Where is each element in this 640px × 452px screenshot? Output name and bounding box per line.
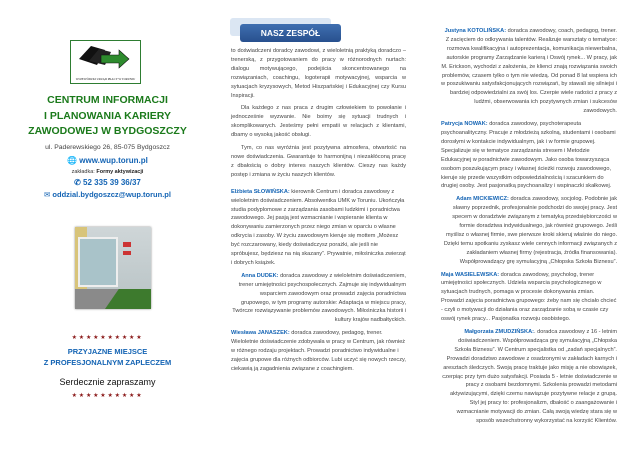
team-member: Małgorzata ZMUDZIŃSKA:. doradca zawodowy z 16 - letnim doświadczeniem. Współprowadząca grę symulacyjną „Chłopska Szkoła Biznesu”. W Centrum specjalistka od „zadań specjalnych”. Prowadzi doradztwo zawodowe z osadzonymi w zakładach karnych i aresztach śledczych. Swoją pracę traktuje jako misję a nie obowiązek, czerpiąc przy tym dużo satysfakcji. Posiada 5 - letnie doświadczenie w pracy z osobami bezdomnymi. Szkolenia prowadzi metodami aktywizującymi, dzięki czemu nawiązuje pozytywne relacje z grupą. Styl jej pracy to: profesjonalizm, dbałość o zaangażowanie i wzmacnianie motywacji do zmian. Całą swoją wiedzę stara się w sposób wszechstronny wykorzystać na korzyść Klientów. — [442, 329, 617, 425]
stars-divider: ★★★★★★★★★★ — [71, 393, 144, 399]
team-member: Anna DUDEK: doradca zawodowy z wieloletnim doświadczeniem, trener umiejętności psychospołecznych. Zajmuje się indywidualnym wsparciem zawodowym oraz prowadzi zajęcia poradnictwa grupowego, w tym programy autorskie: Adaptacja w miejscu pracy, Twórcze rozwiązywanie problemów zawodowych. Miłośniczka historii i kultury krajów nadbałtyckich. — [232, 272, 406, 324]
globe-icon: 🌐 — [67, 156, 78, 165]
title-line: CENTRUM INFORMACJI — [47, 94, 168, 106]
logo-graphic — [71, 41, 139, 71]
phone-icon: ✆ — [74, 178, 81, 187]
phone-row — [0, 178, 215, 187]
building-entrance-photo — [75, 227, 151, 309]
website-link[interactable]: www.wup.torun.pl — [79, 156, 148, 165]
slogan — [0, 346, 215, 368]
intro-paragraph: Tym, co nas wyróżnia jest pozytywna atmosfera, otwartość na nowe doświadczenia. Gwarantuje to harmonijną i niezakłóconą pracę z dbałością o dobry interes naszych klientów. Cieszy nas każdy postęp i zmiana w życiu naszych klientów. — [231, 145, 406, 178]
logo-caption: WOJEWÓDZKI URZĄD PRACY W TORUNIU — [75, 76, 136, 81]
phone-number: 52 335 39 36/37 — [83, 178, 141, 187]
website-row — [0, 156, 215, 165]
email-row — [0, 190, 215, 199]
title-line: ZAWODOWEJ W BYDGOSZCZY — [28, 125, 187, 137]
slogan-line: Z PROFESJONALNYM ZAPLECZEM — [43, 358, 172, 367]
wup-logo — [70, 40, 141, 84]
team-member: Justyna KOTOLIŃSKA: doradca zawodowy, coach, pedagog, trener. Z zacięciem do odkrywania talentów. Realizuje warsztaty o tematyce: rozmowa kwalifikacyjna i autoprezentacja, komunikacja niewerbalna, autorskie programy Zarządzanie karierą i Oswój rynek... W pracy, jak M. Erickson, wychodzi z założenia, że klienci znają rozwiązania swoich problemów, czasem tylko o tym nie wiedzą. Od ponad 8 lat wspiera ich w poszukiwaniu satysfakcjonujących rozwiązań, by stawali się silniejsi i bardziej odpowiedzialni za swój los. Czerpie wiele radości z pracy z ludźmi, obserwowania ich pozytywnych zmian i sukcesów zawodowych. — [441, 28, 617, 115]
middle-column — [231, 47, 406, 378]
team-member: Adam MICKIEWICZ: doradca zawodowy, socjolog. Podobnie jak sławny poprzednik, profesjonalnie podchodzi do swojej pracy. Jest specem w doradztwie związanym z tematyką przedsiębiorczości w formie doradztwa indywidualnego, jak również grupowego. Jeśli myślisz o własnej firmie, swe pierwsze kroki skieruj właśnie do niego. Dzięki temu spotkaniu zyskasz wiele cennych informacji związanych z zakładaniem własnej firmy (rejestracja, źródła finansowania). Współprowadzący grę symulacyjną „Chłopska Szkoła Biznesu”. — [443, 196, 617, 265]
stars-divider: ★★★★★★★★★★ — [71, 335, 144, 341]
center-title — [0, 93, 215, 140]
title-line: I PLANOWANIA KARIERY — [44, 109, 171, 122]
team-member: Elżbieta SŁOWIŃSKA: kierownik Centrum i doradca zawodowy z wieloletnim doświadczeniem. Absolwentka UMK w Toruniu. Ukończyła studia podyplomowe z zarządzania zasobami ludzkimi i poradnictwa zawodowego. Jej pasją jest wzmacnianie i wspieranie klienta w dokonywaniu zamierzonych przez niego zmian w oparciu o własne odkrycia i zasoby. W życiu zawodowym kieruje się mottem „Możesz być rozczarowany, kiedy doświadczysz porażki, ale jeśli nie spróbujesz, będziesz na nią skazany”. Prywatnie, miłośniczka zwierząt i dobrych książek. — [231, 188, 406, 266]
envelope-icon: ✉ — [44, 190, 51, 199]
welcome-text: Serdecznie zapraszamy — [59, 377, 156, 387]
intro-paragraph: to doświadczeni doradcy zawodowi, z wieloletnią praktyką doradczo – trenerską, z przygotowaniem do pracy w różnorodnych nurtach: dialogu motywującego, podejścia skoncentrowanego na rozwiązaniach, coachingu, logoterapii motywacyjnej, wsparcia w sytuacjach kryzysowych, Metod Hiszpańskiej i Edukacyjnej czy Kursu Inspiracji. — [231, 48, 406, 99]
section-heading: NASZ ZESPÓŁ — [240, 24, 341, 42]
intro-paragraph: Dla każdego z nas praca z drugim człowiekiem to powołanie i jednocześnie wyzwanie. Nie boimy się sytuacji trudnych i skomplikowanych. Jesteśmy pełni empatii w relacjach z klientami, dbamy o wysoką jakość obsługi. — [231, 105, 406, 139]
address: ul. Paderewskiego 26, 85-075 Bydgoszcz — [45, 144, 170, 151]
team-member: Maja WASIELEWSKA: doradca zawodowy, psycholog, trener umiejętności społecznych. Udziela wsparcia psychologicznego w sytuacjach trudnych, pomaga w procesie dokonywania zmian. Prowadzi zajęcia poradnictwa grupowego: żeby nam się chciało chcieć - czyli o motywacji do działania oraz zarządzanie sobą w czasie czy oswój rynek pracy... Pasjonatka rozwoju osobistego. — [441, 271, 617, 323]
right-column — [441, 27, 617, 430]
slogan-line: PRZYJAZNE MIEJSCE — [67, 347, 148, 356]
team-member: Wiesława JANASZEK: doradca zawodowy, pedagog, trener. Wieloletnie doświadczenie zdobywała w pracy w Centrum, jak również w różnego rodzaju projektach. Prowadzi poradnictwo indywidualne i zajęcia grupowe dla różnych odbiorców. Lubi uczyć się nowych rzeczy, ciekawią ją zagadnienia związane z coachingiem. — [231, 330, 406, 372]
team-member: Patrycja NOWAK: doradca zawodowy, psychoterapeuta psychoanalityczny. Pracuje z młodzieżą szkolną, studentami i osobami dorosłymi w kontakcie indywidualnym, jak i w formie grupowej. Specjalizuje się w tematyce zarządzania stresem i Metodzie Edukacyjnej w poradnictwie zawodowym. Jako osoba towarzysząca osobom poszukującym pracy i własnej ścieżki rozwoju zawodowego, kieruje się przede wszystkim odpowiedzialnością i szacunkiem do drugiej osoby. Jest pasjonatką psychoanalizy i wspinaczki skałkowej. — [441, 121, 616, 190]
tab-hint: zakładka: Formy aktywizacji — [71, 169, 144, 175]
email-link[interactable]: oddzial.bydgoszcz@wup.torun.pl — [52, 190, 171, 199]
